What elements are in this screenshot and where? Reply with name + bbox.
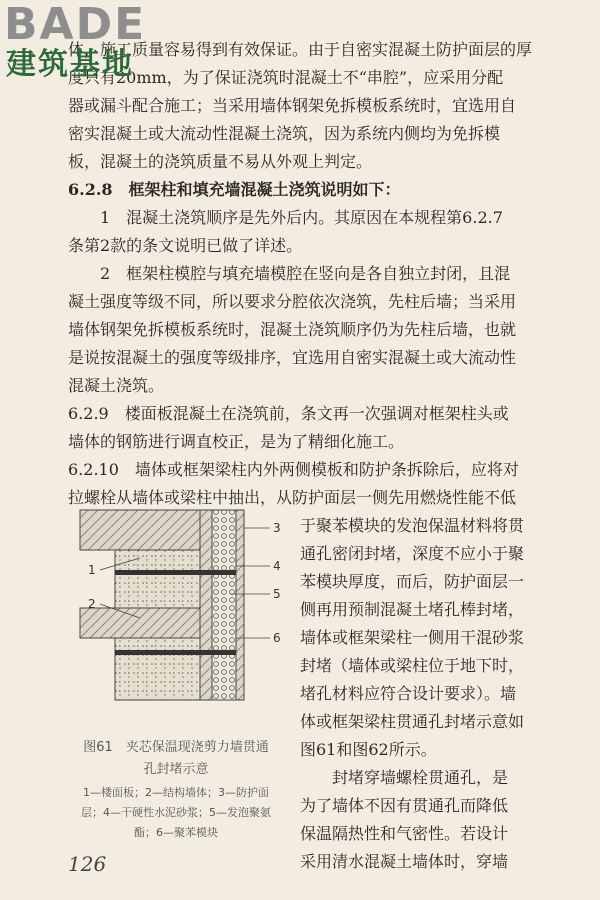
body-line: 板，混凝土的浇筑质量不易从外观上判定。	[68, 152, 373, 171]
figure-label-2: 2	[88, 597, 96, 611]
right-column-line: 采用清水混凝土墙体时，穿墙	[300, 852, 509, 871]
section-heading-6-2-9: 6.2.9 楼面板混凝土在浇筑前，条文再一次强调对框架柱头或	[68, 404, 509, 423]
body-line: 2 框架柱模腔与填充墙模腔在竖向是各自独立封闭，且混	[68, 264, 511, 283]
right-column-line: 侧再用预制混凝土堵孔棒封堵，	[300, 600, 525, 619]
floor-slab-upper	[80, 510, 200, 550]
figure-caption-line1: 图61 夹芯保温现浇剪力墙贯通	[83, 740, 269, 755]
body-line: 体，施工质量容易得到有效保证。由于自密实混凝土防护面层的厚	[68, 40, 533, 59]
right-column-line: 于聚苯模块的发泡保温材料将贯	[300, 516, 525, 535]
figure-legend-line1: 1—楼面板；2—结构墙体；3—防护面	[83, 786, 269, 799]
body-line: 墙体的钢筋进行调直校正，是为了精细化施工。	[68, 432, 405, 451]
body-line: 器或漏斗配合施工；当采用墙体钢架免拆模板系统时，宜选用自	[68, 96, 517, 115]
figure-legend-line3: 酯；6—聚苯模块	[134, 826, 218, 839]
floor-slab-lower	[80, 608, 200, 638]
right-column-line: 保温隔热性和气密性。若设计	[300, 824, 509, 843]
right-column-line: 为了墙体不因有贯通孔而降低	[300, 796, 509, 815]
outer-face	[236, 510, 244, 700]
body-line: 度只有20mm，为了保证浇筑时混凝土不“串腔”，应采用分配	[68, 68, 504, 87]
figure-legend-line2: 层；4—干硬性水泥砂浆；5—发泡聚氨	[81, 806, 271, 819]
right-column-line: 墙体或框架梁柱一侧用干混砂浆	[300, 628, 525, 647]
body-line: 墙体钢架免拆模板系统时，混凝土浇筑顺序仍为先柱后墙，也就	[68, 320, 517, 339]
logo-brand: BADE	[4, 0, 147, 50]
figure-label-6: 6	[273, 631, 281, 645]
figure-label-3: 3	[273, 521, 281, 535]
right-column-line: 封堵（墙体或梁柱位于地下时，	[300, 656, 525, 675]
right-column-line: 图61和图62所示。	[300, 740, 437, 759]
right-column-line: 封堵穿墙螺栓贯通孔，是	[300, 768, 509, 787]
through-hole-lower	[115, 650, 236, 655]
right-column-line: 通孔密闭封堵，深度不应小于聚	[300, 544, 525, 563]
body-line: 1 混凝土浇筑顺序是先外后内。其原因在本规程第6.2.7	[68, 208, 503, 227]
figure-label-5: 5	[273, 587, 281, 601]
through-hole-upper	[115, 570, 236, 575]
body-line: 条第2款的条文说明已做了详述。	[68, 236, 303, 255]
eps-module	[212, 510, 236, 700]
body-line: 凝土强度等级不同，所以要求分腔依次浇筑，先柱后墙；当采用	[68, 292, 517, 311]
right-column-line: 堵孔材料应符合设计要求）。墙	[300, 684, 517, 703]
figure-label-1: 1	[88, 563, 96, 577]
body-line: 拉螺栓从墙体或梁柱中抽出，从防护面层一侧先用燃烧性能不低	[68, 488, 517, 507]
figure-caption-line2: 孔封堵示意	[143, 762, 209, 777]
body-line: 密实混凝土或大流动性混凝土浇筑，因为系统内侧均为免拆模	[68, 124, 501, 143]
right-column-line: 体或框架梁柱贯通孔封堵示意如	[300, 712, 525, 731]
section-heading-6-2-8: 6.2.8 框架柱和填充墙混凝土浇筑说明如下：	[68, 180, 401, 199]
section-heading-6-2-10: 6.2.10 墙体或框架梁柱内外两侧模板和防护条拆除后，应将对	[68, 460, 519, 479]
figure-61-diagram	[60, 508, 290, 736]
logo-subtitle: 建筑基地	[6, 47, 134, 82]
figure-label-4: 4	[273, 559, 281, 573]
bade-logo	[4, 2, 184, 88]
page-number: 126	[68, 852, 107, 876]
body-line: 是说按混凝土的强度等级排序，宜选用自密实混凝土或大流动性	[68, 348, 517, 367]
protective-layer	[200, 510, 212, 700]
right-column-line: 苯模块厚度，而后，防护面层一	[300, 572, 525, 591]
body-line: 混凝土浇筑。	[68, 376, 165, 395]
